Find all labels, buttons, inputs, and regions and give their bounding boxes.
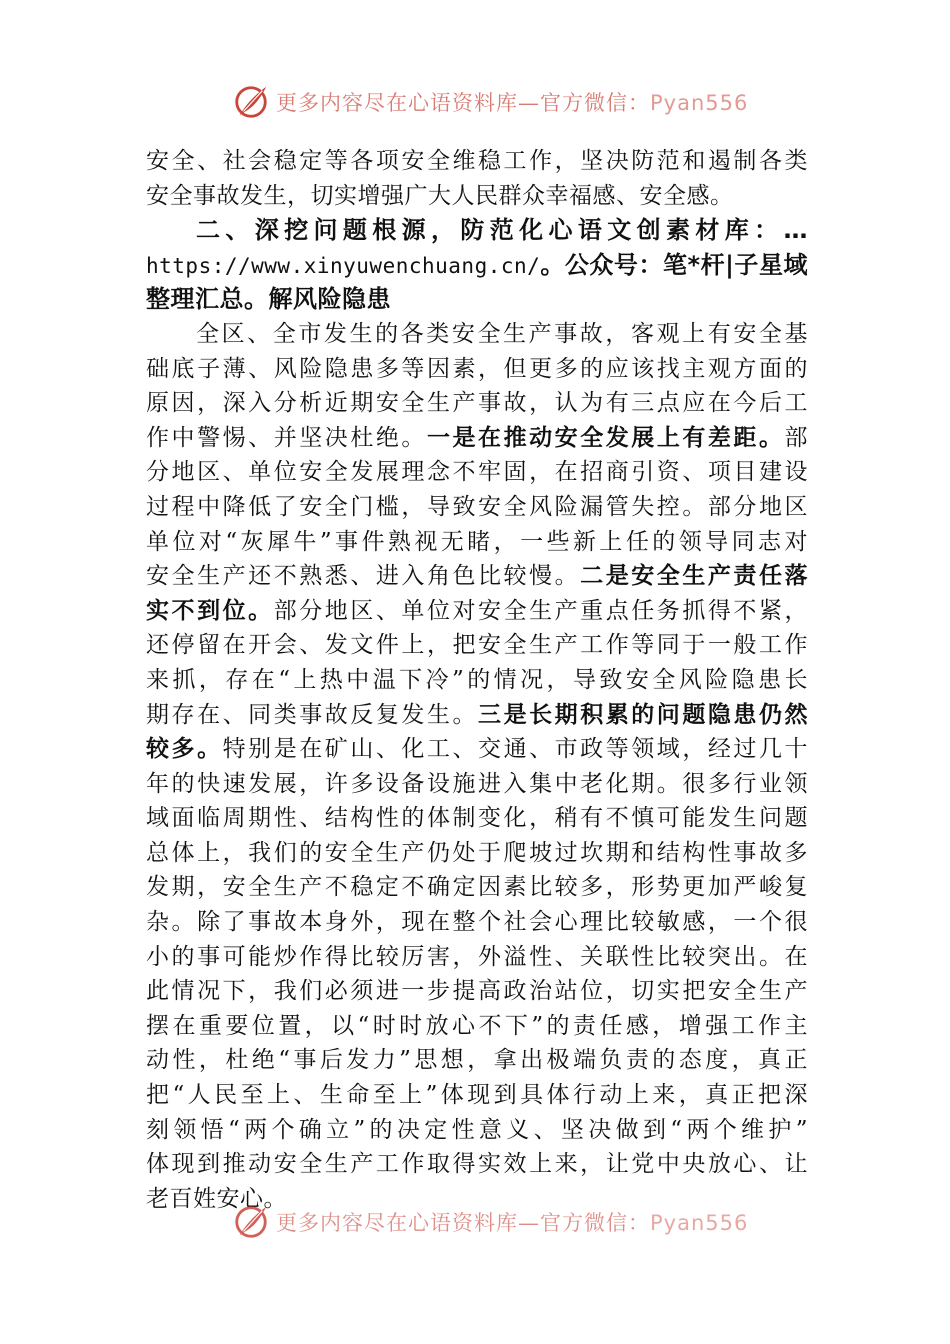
- paragraph-line: 总体上，我们的安全生产仍处于爬坡过坎期和结构性事故多: [146, 839, 808, 866]
- paragraph-line: 安全生产还不熟悉、进入角色比较慢。二是安全生产责任落: [146, 563, 809, 590]
- paragraph-line: 刻领悟“两个确立”的决定性意义、坚决做到“两个维护”: [146, 1116, 808, 1143]
- paragraph-line: 过程中降低了安全门槛，导致安全风险漏管失控。部分地区: [146, 493, 808, 520]
- key-point-3-end: 较多。: [146, 736, 223, 763]
- paragraph-line: 较多。特别是在矿山、化工、交通、市政等领域，经过几十: [146, 736, 809, 763]
- paragraph-line: 分地区、单位安全发展理念不牢固，在招商引资、项目建设: [146, 459, 808, 486]
- paragraph-line: 摆在重要位置，以“时时放心不下”的责任感，增强工作主: [146, 1012, 808, 1039]
- intro-line: 安全、社会稳定等各项安全维稳工作，坚决防范和遏制各类: [146, 148, 808, 174]
- watermark-text: 更多内容尽在心语资料库—官方微信：Pyan556: [276, 1211, 749, 1235]
- section-heading: 二、深挖问题根源，防范化心语文创素材库：…: [196, 216, 808, 245]
- paragraph-line: 年的快速发展，许多设备设施进入集中老化期。很多行业领: [146, 770, 808, 797]
- paragraph-line: 还停留在开会、发文件上，把安全生产工作等同于一般工作: [146, 632, 808, 659]
- paragraph-line: 单位对“灰犀牛”事件熟视无睹，一些新上任的领导同志对: [146, 528, 808, 555]
- watermark-text: 更多内容尽在心语资料库—官方微信：Pyan556: [276, 91, 749, 115]
- paragraph-line: 老百姓安心。: [146, 1185, 287, 1212]
- key-point-3: 三是长期积累的问题隐患仍然: [478, 701, 809, 728]
- paragraph-line: 此情况下，我们必须进一步提高政治站位，切实把安全生产: [146, 978, 808, 1005]
- paragraph-line: 期存在、同类事故反复发生。三是长期积累的问题隐患仍然: [146, 701, 809, 728]
- key-point-1: 一是在推动安全发展上有差距。: [426, 424, 785, 451]
- paragraph-line: 小的事可能炒作得比较厉害，外溢性、关联性比较突出。在: [146, 943, 808, 970]
- paragraph-line: 原因，深入分析近期安全生产事故，认为有三点应在今后工: [146, 390, 808, 417]
- paragraph-line: 动性，杜绝“事后发力”思想，拿出极端负责的态度，真正: [146, 1047, 808, 1074]
- source-url[interactable]: https://www.xinyuwenchuang.cn/: [146, 253, 541, 278]
- document-body: [146, 144, 808, 1216]
- key-point-2-end: 实不到位。: [146, 597, 274, 624]
- paragraph-line: 体现到推动安全生产工作取得实效上来，让党中央放心、让: [146, 1151, 808, 1178]
- paragraph-line: 全区、全市发生的各类安全生产事故，客观上有安全基: [196, 320, 808, 347]
- paragraph-line: 把“人民至上、生命至上”体现到具体行动上来，真正把深: [146, 1082, 808, 1109]
- feather-quill-logo-icon: [232, 1203, 270, 1241]
- paragraph-line: 域面临周期性、结构性的体制变化，稍有不慎可能发生问题: [146, 805, 808, 832]
- paragraph-line: 来抓，存在“上热中温下冷”的情况，导致安全风险隐患长: [146, 666, 808, 693]
- intro-line: 安全事故发生，切实增强广大人民群众幸福感、安全感。: [146, 182, 734, 209]
- paragraph-line: 实不到位。部分地区、单位对安全生产重点任务抓得不紧，: [146, 597, 809, 624]
- header-watermark: [232, 82, 748, 122]
- footer-watermark: [232, 1202, 748, 1242]
- paragraph-line: 发期，安全生产不稳定不确定因素比较多，形势更加严峻复: [146, 874, 808, 901]
- feather-quill-logo-icon: [232, 83, 270, 121]
- paragraph-line: 杂。除了事故本身外，现在整个社会心理比较敏感，一个很: [146, 909, 808, 936]
- paragraph-line: 作中警惕、并坚决杜绝。一是在推动安全发展上有差距。部: [146, 424, 809, 451]
- key-point-2: 二是安全生产责任落: [580, 563, 809, 590]
- paragraph-line: 础底子薄、风险隐患多等因素，但更多的应该找主观方面的: [146, 355, 808, 382]
- section-heading-line: 整理汇总。解风险隐患: [146, 285, 391, 314]
- section-heading-line: https://www.xinyuwenchuang.cn/。公众号：笔*杆|子星域: [146, 250, 808, 279]
